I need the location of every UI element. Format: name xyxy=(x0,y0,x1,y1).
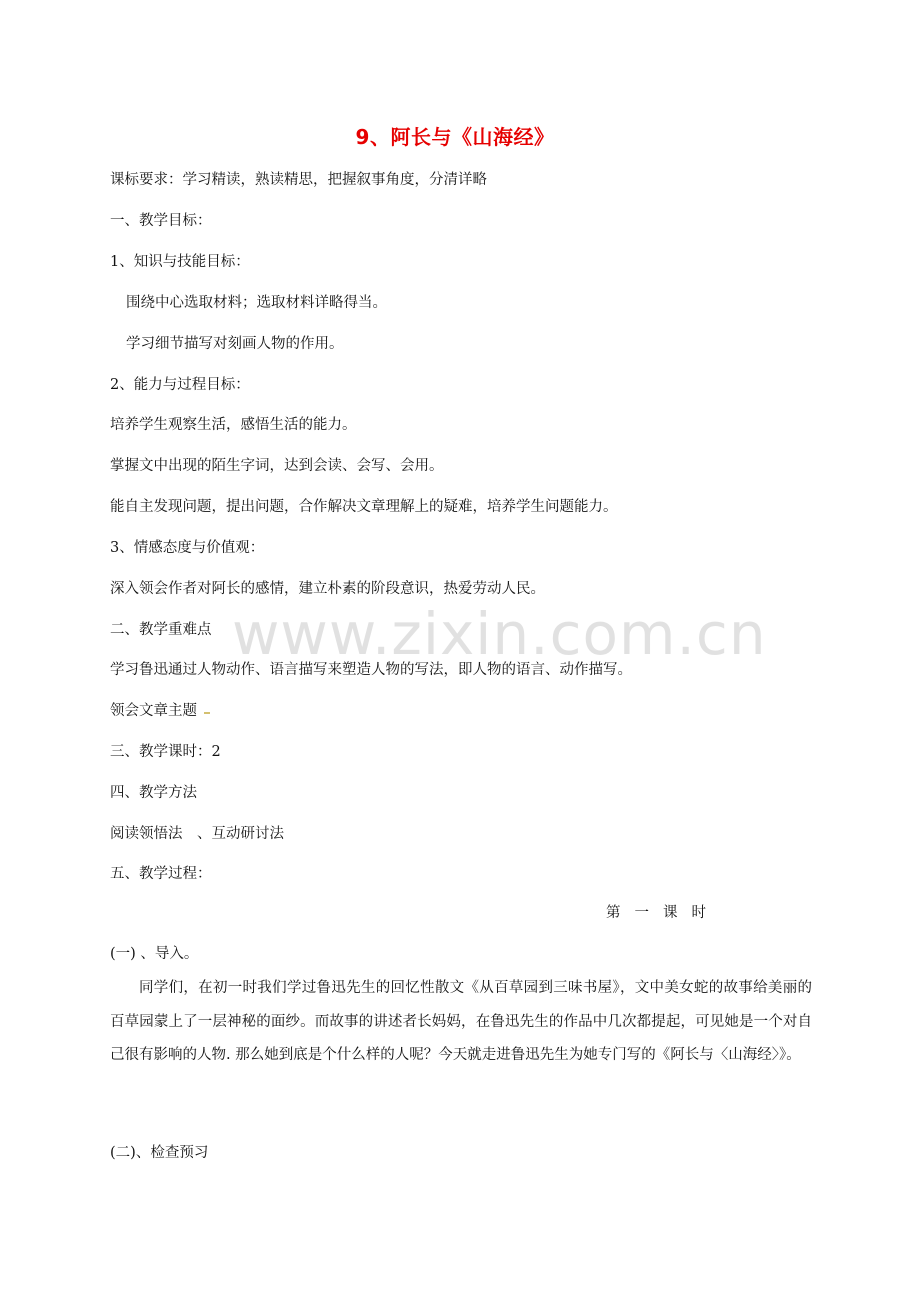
key-point-item: 学习鲁迅通过人物动作、语言描写来塑造人物的写法，即人物的语言、动作描写。 xyxy=(110,662,632,678)
site-watermark: www.zixin.com.cn xyxy=(232,600,767,668)
intro-heading: (一) 、导入。 xyxy=(110,946,199,962)
objective-item: 掌握文中出现的陌生字词，达到会读、会写、会用。 xyxy=(110,458,444,474)
objective-item: 深入领会作者对阿长的感情，建立朴素的阶段意识，热爱劳动人民。 xyxy=(110,581,545,597)
lesson-heading: 第一课时 xyxy=(606,905,720,921)
curriculum-requirement: 课标要求：学习精读，熟读精思，把握叙事角度，分清详略 xyxy=(110,172,487,188)
section-heading-class-hours: 三、教学课时：2 xyxy=(110,744,221,760)
section-heading-key-points: 二、教学重难点 xyxy=(110,622,212,638)
preview-heading: (二)、检查预习 xyxy=(110,1145,209,1161)
section-heading-process: 五、教学过程： xyxy=(110,866,212,882)
objective-item: 培养学生观察生活，感悟生活的能力。 xyxy=(110,417,357,433)
objective-item: 围绕中心选取材料；选取材料详略得当。 xyxy=(126,295,387,311)
subheading-ability-process: 2、能力与过程目标： xyxy=(110,377,250,393)
methods-item: 阅读领悟法 、互动研讨法 xyxy=(110,826,284,842)
subheading-emotion-values: 3、情感态度与价值观： xyxy=(110,540,265,556)
subheading-knowledge-skills: 1、知识与技能目标： xyxy=(110,254,250,270)
key-point-item: 领会文章主题 xyxy=(110,703,197,719)
section-heading-methods: 四、教学方法 xyxy=(110,785,197,801)
section-heading-objectives: 一、教学目标： xyxy=(110,213,212,229)
edit-mark xyxy=(204,712,210,714)
intro-paragraph: 同学们，在初一时我们学过鲁迅先生的回忆性散文《从百草园到三味书屋》，文中美女蛇的故事给美丽的百草园蒙上了一层神秘的面纱。而故事的讲述者长妈妈，在鲁迅先生的作品中几次都提起，可见她是一个对自己很有影响的人物. 那么她到底是个什么样的人呢？今天就走进鲁迅先生为她专门写的《阿长与〈山海经〉》。 xyxy=(110,980,812,1063)
objective-item: 能自主发现问题，提出问题，合作解决文章理解上的疑难，培养学生问题能力。 xyxy=(110,499,618,515)
objective-item: 学习细节描写对刻画人物的作用。 xyxy=(126,336,344,352)
document-title: 9、阿长与《山海经》 xyxy=(355,125,555,149)
